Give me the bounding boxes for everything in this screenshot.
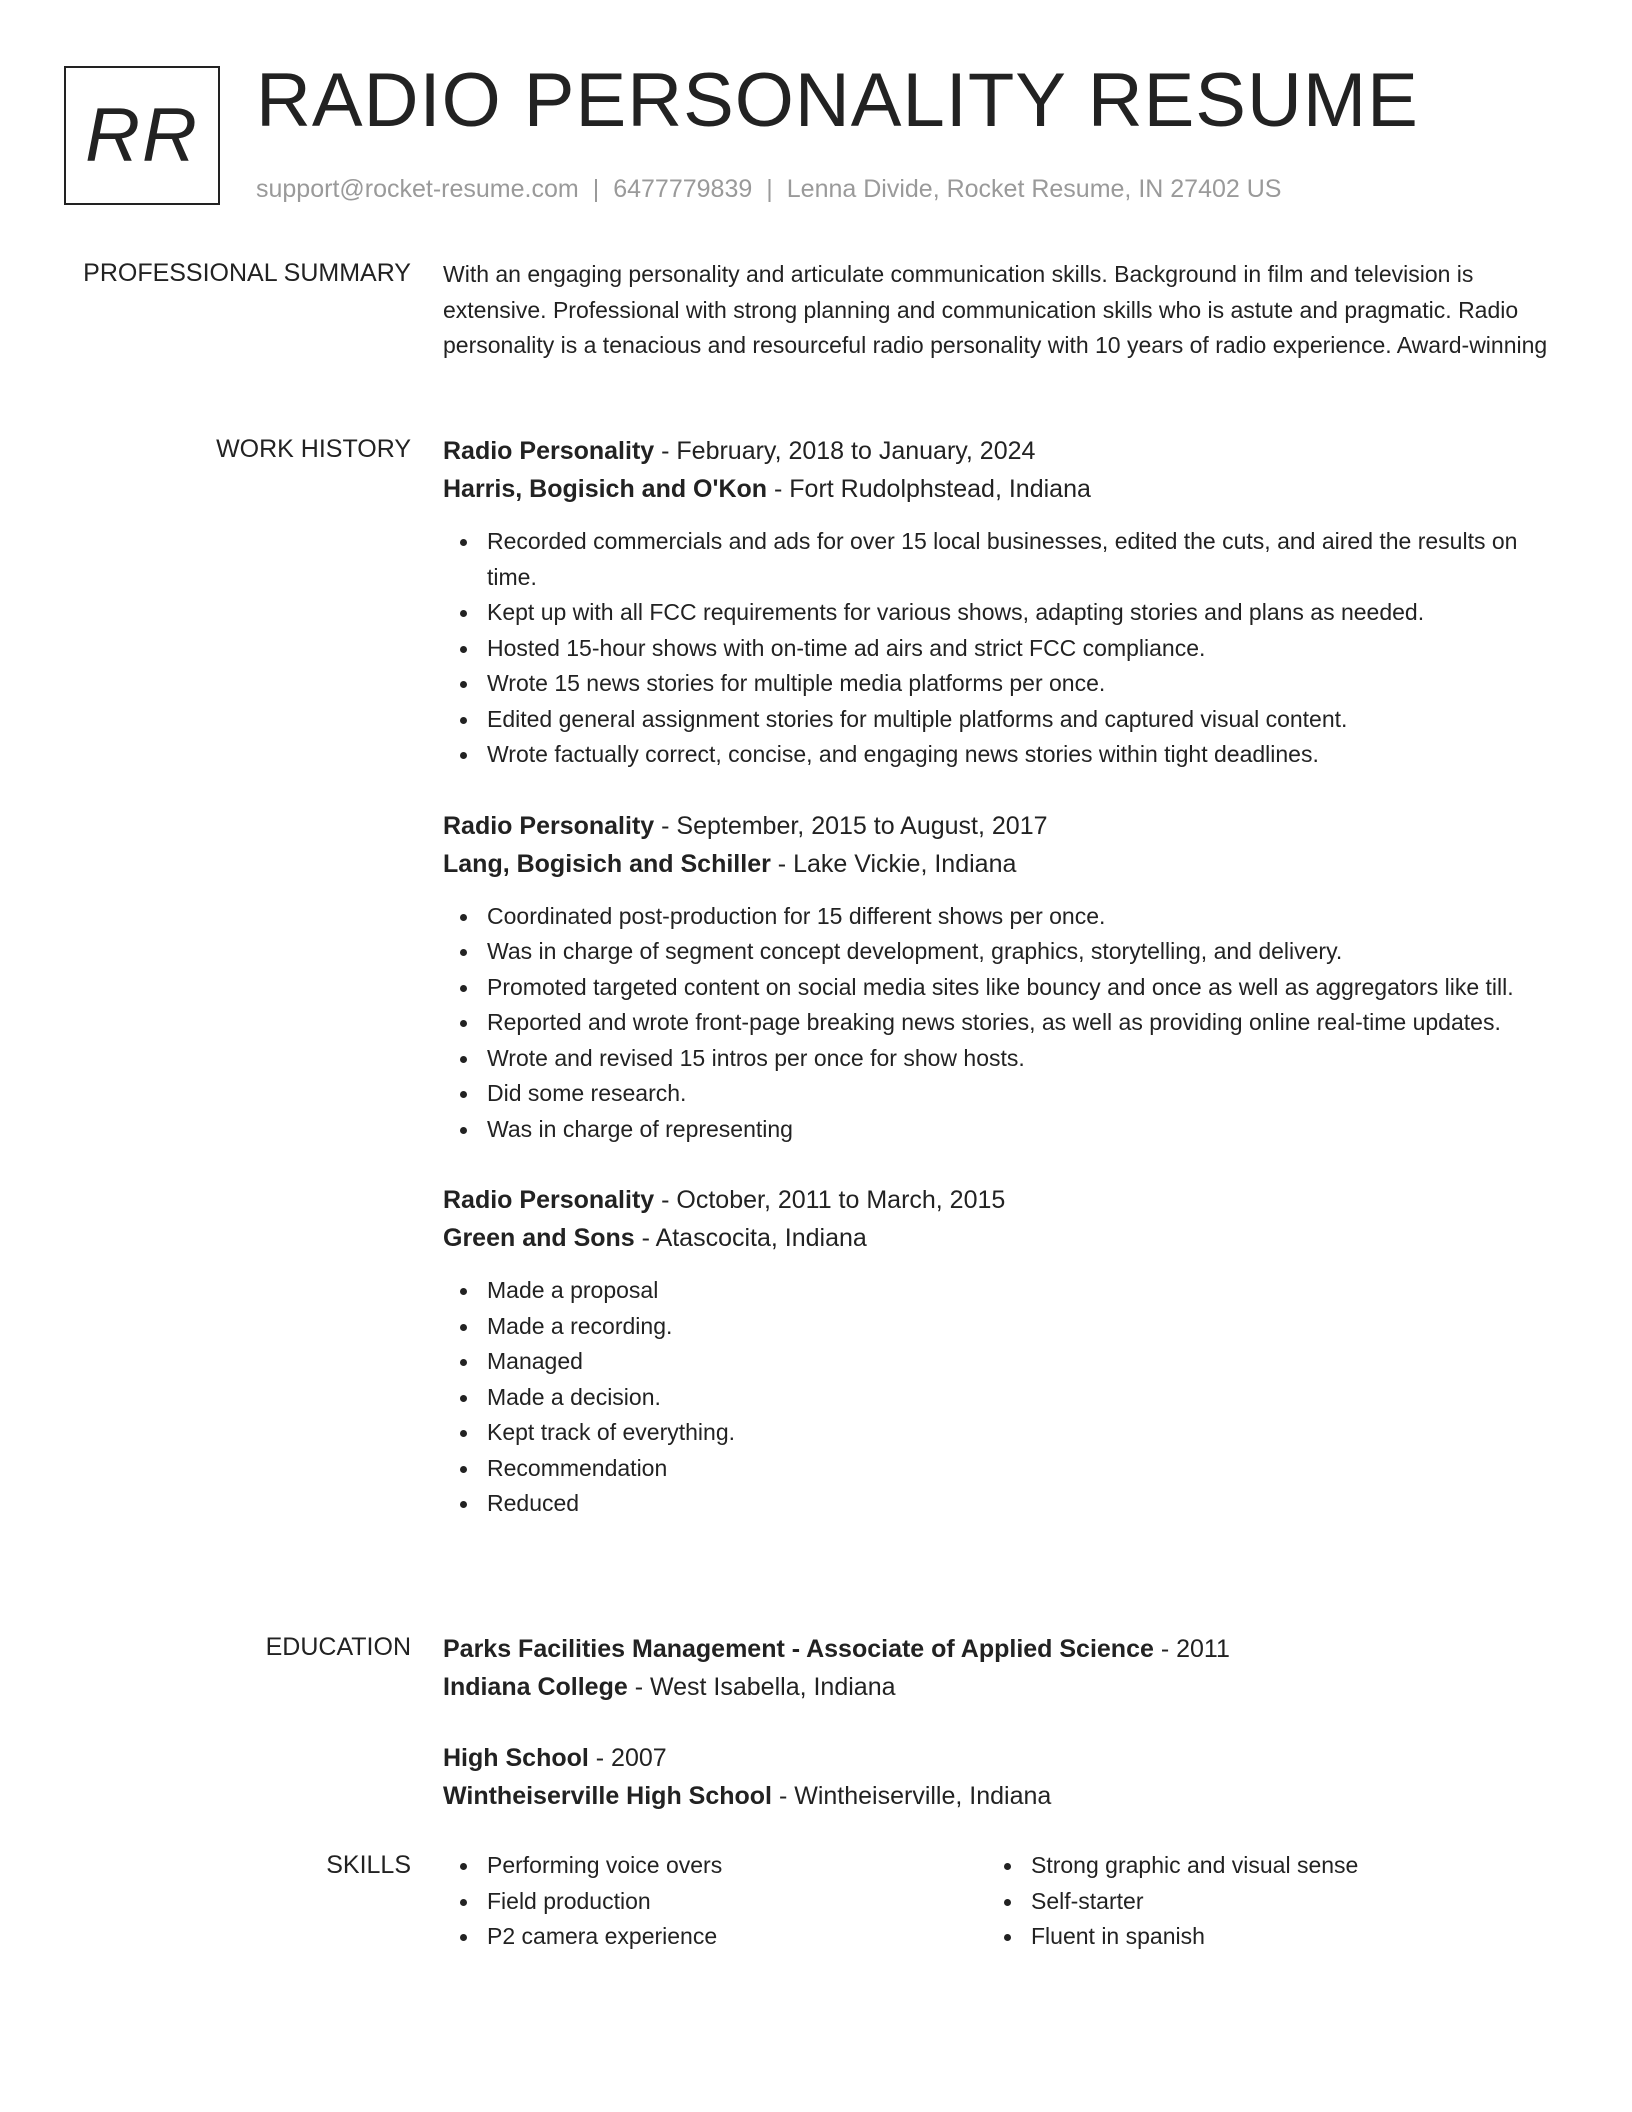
job-company: Harris, Bogisich and O'Kon [443,475,768,503]
list-item: Coordinated post-production for 15 different shows per once. [487,899,1556,935]
contact-separator: | [766,175,773,203]
skill-item: Self-starter [1031,1884,1547,1920]
list-item: Was in charge of segment concept development, graphics, storytelling, and delivery. [487,934,1556,970]
job-title-line [443,432,1556,470]
skills-list [443,1848,983,1955]
job-dates: - October, 2011 to March, 2015 [661,1186,1006,1214]
education-location: - West Isabella, Indiana [634,1673,896,1701]
job-bullets [443,1273,1556,1522]
education-degree-line [443,1630,1556,1668]
list-item: Reduced [487,1486,1556,1522]
summary-body [443,257,1556,364]
job-dates: - February, 2018 to January, 2024 [661,437,1036,465]
monogram-box [64,66,220,205]
education-school: Indiana College [443,1673,628,1701]
job-bullets [443,899,1556,1148]
list-item: Recommendation [487,1451,1556,1487]
job-title: Radio Personality [443,437,655,465]
education-location: - Wintheiserville, Indiana [778,1782,1052,1810]
education-year: - 2007 [595,1744,667,1772]
contact-address: Lenna Divide, Rocket Resume, IN 27402 US [786,175,1282,203]
job-title: Radio Personality [443,1186,655,1214]
job-company: Green and Sons [443,1224,635,1252]
job-title-line [443,1181,1556,1219]
education-year: - 2011 [1160,1635,1230,1663]
contact-email[interactable]: support@rocket-resume.com [256,175,579,203]
list-item: Made a proposal [487,1273,1556,1309]
job-entry [443,1181,1556,1522]
skill-item: P2 camera experience [487,1919,983,1955]
education-entry [443,1739,1556,1815]
skill-item: Performing voice overs [487,1848,983,1884]
job-bullets [443,524,1556,773]
section-label-skills: SKILLS [326,1851,411,1879]
education-school-line [443,1777,1556,1815]
list-item: Promoted targeted content on social media sites like bouncy and once as well as aggregators like till. [487,970,1556,1006]
education-entry [443,1630,1556,1706]
skill-item: Field production [487,1884,983,1920]
education-degree: High School [443,1744,589,1772]
list-item: Did some research. [487,1076,1556,1112]
skills-list [987,1848,1547,1955]
contact-phone[interactable]: 6477779839 [613,175,753,203]
job-title-line [443,807,1556,845]
job-entry [443,807,1556,1148]
work-history-body [443,432,1556,1522]
contact-line [256,174,1281,204]
job-entry [443,432,1556,773]
section-label-work-history: WORK HISTORY [216,435,411,463]
job-company: Lang, Bogisich and Schiller [443,849,771,878]
monogram-initials: RR [85,93,199,178]
list-item: Wrote 15 news stories for multiple media platforms per once. [487,666,1556,702]
job-location: - Atascocita, Indiana [641,1224,867,1252]
resume-title: RADIO PERSONALITY RESUME [256,58,1419,143]
education-body [443,1630,1556,1815]
skills-column-right [987,1848,1547,1955]
contact-separator: | [592,175,600,203]
section-label-summary: PROFESSIONAL SUMMARY [83,259,411,287]
skill-item: Fluent in spanish [1031,1919,1547,1955]
job-location: - Lake Vickie, Indiana [777,849,1017,878]
list-item: Hosted 15-hour shows with on-time ad airs and strict FCC compliance. [487,631,1556,667]
list-item: Kept track of everything. [487,1415,1556,1451]
list-item: Was in charge of representing [487,1112,1556,1148]
list-item: Kept up with all FCC requirements for various shows, adapting stories and plans as needed. [487,595,1556,631]
job-title: Radio Personality [443,811,655,840]
skill-item: Strong graphic and visual sense [1031,1848,1547,1884]
job-company-line [443,845,1556,883]
skills-body [443,1848,1556,1968]
education-school-line [443,1668,1556,1706]
skills-column-left [443,1848,983,1955]
education-degree-line [443,1739,1556,1777]
job-company-line [443,470,1556,508]
job-location: - Fort Rudolphstead, Indiana [774,475,1091,503]
list-item: Recorded commercials and ads for over 15 local businesses, edited the cuts, and aired the results on time. [487,524,1556,595]
list-item: Managed [487,1344,1556,1380]
list-item: Made a decision. [487,1380,1556,1416]
education-school: Wintheiserville High School [443,1782,772,1810]
list-item: Wrote factually correct, concise, and engaging news stories within tight deadlines. [487,737,1556,773]
list-item: Reported and wrote front-page breaking news stories, as well as providing online real-time updates. [487,1005,1556,1041]
job-company-line [443,1219,1556,1257]
section-label-education: EDUCATION [265,1633,411,1661]
list-item: Edited general assignment stories for multiple platforms and captured visual content. [487,702,1556,738]
list-item: Made a recording. [487,1309,1556,1345]
job-dates: - September, 2015 to August, 2017 [661,811,1048,840]
education-degree: Parks Facilities Management - Associate of Applied Science [443,1635,1154,1663]
list-item: Wrote and revised 15 intros per once for show hosts. [487,1041,1556,1077]
summary-text: With an engaging personality and articulate communication skills. Background in film and television is extensive. Professional with strong planning and communication skills who is astute and pragmatic. Radio personality is a tenacious and resourceful radio personality with 10 years of radio experience. Award-winning [443,261,1548,358]
